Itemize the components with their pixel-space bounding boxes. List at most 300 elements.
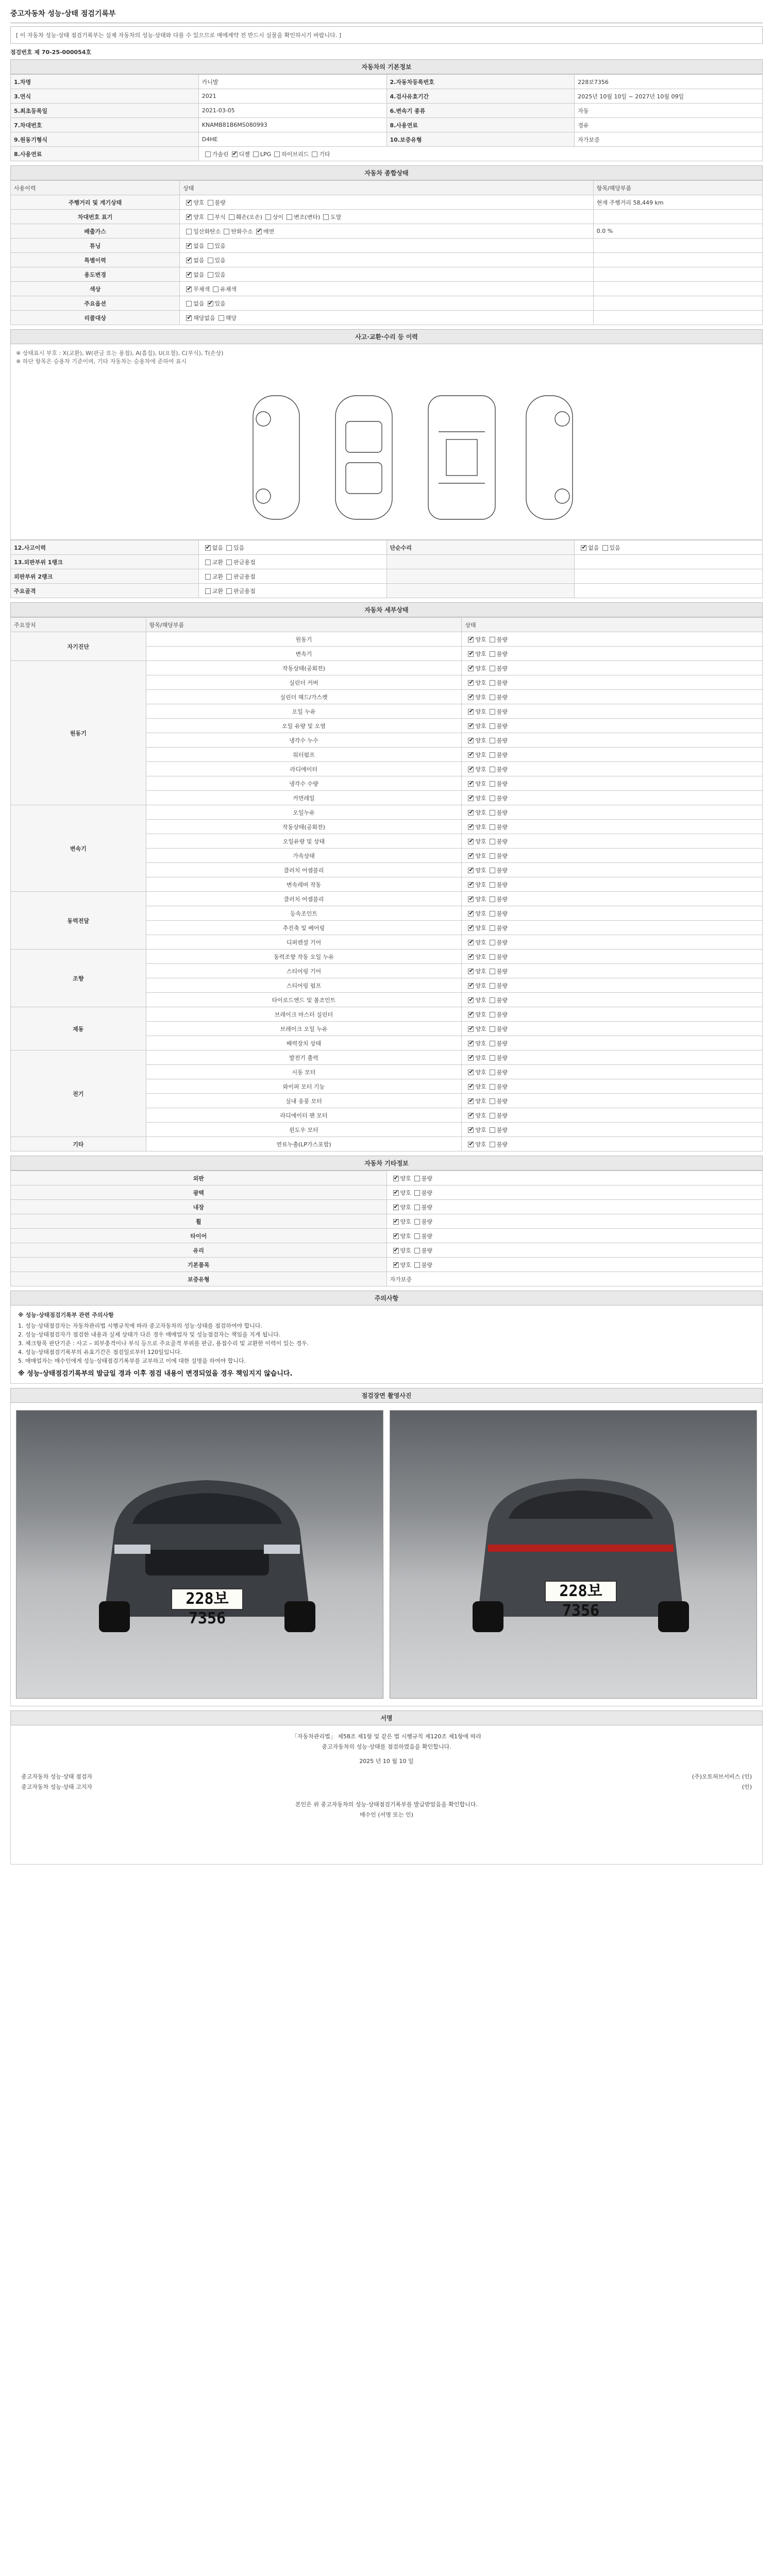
status-bad[interactable] xyxy=(486,853,508,859)
checkbox[interactable] xyxy=(468,1084,474,1090)
status-ok[interactable] xyxy=(465,1141,486,1148)
detail-category: 제동 xyxy=(11,1007,146,1050)
general-option[interactable] xyxy=(215,315,237,321)
checkbox[interactable] xyxy=(490,1026,495,1032)
checkbox[interactable] xyxy=(186,243,192,249)
status-bad[interactable] xyxy=(486,636,508,643)
checkbox[interactable] xyxy=(414,1190,420,1196)
fuel-option[interactable] xyxy=(309,151,330,158)
checkbox[interactable] xyxy=(414,1219,420,1225)
checkbox-label: 불량 xyxy=(496,751,508,758)
checkbox[interactable] xyxy=(393,1190,399,1196)
checkbox[interactable] xyxy=(219,315,224,321)
checkbox[interactable] xyxy=(393,1233,399,1239)
checkbox-label: 양호 xyxy=(475,679,486,686)
checkbox[interactable] xyxy=(468,1055,474,1061)
checkbox[interactable] xyxy=(414,1262,420,1268)
checkbox[interactable] xyxy=(229,214,234,220)
checkbox[interactable] xyxy=(490,810,495,816)
status-bad[interactable] xyxy=(486,752,508,758)
status-bad[interactable] xyxy=(486,910,508,917)
checkbox[interactable] xyxy=(490,853,495,859)
checkbox[interactable] xyxy=(490,896,495,902)
checkbox[interactable] xyxy=(186,272,192,278)
status-ok[interactable] xyxy=(465,867,486,874)
checkbox[interactable] xyxy=(186,214,192,220)
accident-option[interactable] xyxy=(223,559,256,566)
general-option[interactable] xyxy=(183,257,204,264)
detail-status xyxy=(462,632,763,647)
status-bad[interactable] xyxy=(486,766,508,773)
checkbox[interactable] xyxy=(490,882,495,888)
checkbox[interactable] xyxy=(468,954,474,960)
checkbox[interactable] xyxy=(208,272,213,278)
checkbox[interactable] xyxy=(490,781,495,787)
checkbox[interactable] xyxy=(490,1012,495,1018)
status-ok[interactable] xyxy=(465,665,486,672)
status-ok[interactable] xyxy=(465,651,486,657)
checkbox[interactable] xyxy=(256,229,262,234)
checkbox[interactable] xyxy=(490,940,495,945)
general-head-cell: 항목/해당부품 xyxy=(593,181,762,195)
status-bad[interactable] xyxy=(486,1083,508,1090)
detail-category: 변속기 xyxy=(11,805,146,892)
warranty-label: 보증유형 xyxy=(11,1272,387,1286)
checkbox[interactable] xyxy=(490,983,495,989)
checkbox[interactable] xyxy=(287,214,292,220)
checkbox-label: 양호 xyxy=(475,996,486,1004)
checkbox-label: 있음 xyxy=(233,544,245,551)
status-ok[interactable] xyxy=(390,1190,411,1196)
status-ok[interactable] xyxy=(465,853,486,859)
fuel-option[interactable] xyxy=(229,151,250,158)
checkbox[interactable] xyxy=(490,723,495,729)
status-bad[interactable] xyxy=(486,882,508,888)
checkbox[interactable] xyxy=(490,911,495,917)
checkbox[interactable] xyxy=(468,767,474,772)
status-ok[interactable] xyxy=(465,1098,486,1105)
checkbox[interactable] xyxy=(208,200,213,206)
checkbox[interactable] xyxy=(468,723,474,729)
checkbox[interactable] xyxy=(468,1012,474,1018)
checkbox[interactable] xyxy=(265,214,271,220)
checkbox[interactable] xyxy=(490,1084,495,1090)
status-bad[interactable] xyxy=(411,1175,432,1182)
status-ok[interactable] xyxy=(390,1204,411,1211)
checkbox-label: 불량 xyxy=(496,939,508,946)
status-bad[interactable] xyxy=(486,867,508,874)
status-bad[interactable] xyxy=(486,925,508,931)
checkbox[interactable] xyxy=(393,1219,399,1225)
general-option[interactable] xyxy=(226,214,262,221)
checkbox[interactable] xyxy=(490,1070,495,1075)
checkbox[interactable] xyxy=(468,1070,474,1075)
status-ok[interactable] xyxy=(465,1026,486,1032)
basic-row xyxy=(11,75,763,89)
checkbox[interactable] xyxy=(253,151,259,157)
checkbox[interactable] xyxy=(468,680,474,686)
status-ok[interactable] xyxy=(465,1055,486,1061)
checkbox[interactable] xyxy=(414,1205,420,1210)
checkbox[interactable] xyxy=(414,1176,420,1181)
status-ok[interactable] xyxy=(465,766,486,773)
status-ok[interactable] xyxy=(465,910,486,917)
accident-key-2 xyxy=(386,555,575,569)
caution-lines xyxy=(18,1321,755,1365)
status-ok[interactable] xyxy=(465,1011,486,1018)
basic-value: 경유 xyxy=(575,118,763,132)
status-bad[interactable] xyxy=(486,1069,508,1076)
status-bad[interactable] xyxy=(411,1233,432,1240)
checkbox[interactable] xyxy=(468,969,474,974)
accident-option[interactable] xyxy=(578,545,599,551)
checkbox[interactable] xyxy=(205,588,211,594)
checkbox[interactable] xyxy=(468,781,474,787)
checkbox[interactable] xyxy=(468,940,474,945)
checkbox[interactable] xyxy=(186,229,192,234)
checkbox-label: 없음 xyxy=(193,300,205,307)
status-bad[interactable] xyxy=(486,968,508,975)
general-option[interactable] xyxy=(205,300,226,307)
other-row xyxy=(11,1214,763,1229)
checkbox[interactable] xyxy=(468,824,474,830)
fuel-option[interactable] xyxy=(202,151,229,158)
general-option[interactable] xyxy=(183,286,210,293)
checkbox[interactable] xyxy=(602,545,608,551)
checkbox[interactable] xyxy=(186,315,192,321)
general-note xyxy=(593,267,762,282)
checkbox[interactable] xyxy=(490,767,495,772)
checkbox[interactable] xyxy=(468,925,474,931)
status-bad[interactable] xyxy=(486,1141,508,1148)
checkbox[interactable] xyxy=(232,151,238,157)
general-option[interactable] xyxy=(205,243,226,249)
checkbox[interactable] xyxy=(205,545,211,551)
checkbox[interactable] xyxy=(224,229,229,234)
checkbox-label: 불량 xyxy=(496,823,508,831)
checkbox[interactable] xyxy=(312,151,317,157)
checkbox-label: 탄화수소 xyxy=(231,228,253,235)
status-ok[interactable] xyxy=(465,737,486,744)
status-bad[interactable] xyxy=(486,838,508,845)
status-ok[interactable] xyxy=(465,838,486,845)
status-bad[interactable] xyxy=(411,1262,432,1268)
status-bad[interactable] xyxy=(486,809,508,816)
detail-status xyxy=(462,950,763,964)
status-ok[interactable] xyxy=(465,896,486,903)
general-row xyxy=(11,311,763,325)
status-ok[interactable] xyxy=(465,982,486,989)
checkbox-label: 양호 xyxy=(475,766,486,773)
status-ok[interactable] xyxy=(465,925,486,931)
status-bad[interactable] xyxy=(486,824,508,831)
status-bad[interactable] xyxy=(486,708,508,715)
caution-line: 1. 성능·상태점검자는 자동차관리법 시행규칙에 따라 중고자동차의 성능·상태를 점검하여야 합니다. xyxy=(18,1323,262,1329)
accident-option[interactable] xyxy=(202,559,223,566)
checkbox[interactable] xyxy=(468,911,474,917)
checkbox[interactable] xyxy=(205,151,211,157)
status-bad[interactable] xyxy=(411,1247,432,1254)
checkbox[interactable] xyxy=(226,574,232,580)
checkbox[interactable] xyxy=(186,301,192,307)
status-bad[interactable] xyxy=(411,1218,432,1225)
checkbox[interactable] xyxy=(205,574,211,580)
detail-status xyxy=(462,1022,763,1036)
checkbox[interactable] xyxy=(468,1026,474,1032)
checkbox[interactable] xyxy=(490,1142,495,1147)
general-option[interactable] xyxy=(183,300,204,307)
status-bad[interactable] xyxy=(486,723,508,730)
checkbox[interactable] xyxy=(274,151,280,157)
checkbox[interactable] xyxy=(208,214,213,220)
checkbox[interactable] xyxy=(468,1127,474,1133)
checkbox[interactable] xyxy=(468,738,474,743)
detail-status xyxy=(462,1108,763,1123)
checkbox[interactable] xyxy=(468,983,474,989)
checkbox[interactable] xyxy=(186,258,192,263)
checkbox[interactable] xyxy=(490,1127,495,1133)
sign-text-2: 중고자동차의 성능·상태를 점검하였음을 확인합니다. xyxy=(322,1743,451,1750)
checkbox[interactable] xyxy=(468,853,474,859)
status-bad[interactable] xyxy=(486,939,508,946)
general-option[interactable] xyxy=(205,199,226,206)
status-bad[interactable] xyxy=(411,1204,432,1211)
checkbox[interactable] xyxy=(468,839,474,844)
status-ok[interactable] xyxy=(465,1083,486,1090)
checkbox[interactable] xyxy=(468,810,474,816)
checkbox[interactable] xyxy=(490,694,495,700)
accident-option[interactable] xyxy=(202,573,223,580)
detail-item: 클러치 어셈블리 xyxy=(146,863,462,877)
status-ok[interactable] xyxy=(465,795,486,802)
detail-status xyxy=(462,834,763,849)
checkbox[interactable] xyxy=(414,1248,420,1253)
status-ok[interactable] xyxy=(465,636,486,643)
status-bad[interactable] xyxy=(486,651,508,657)
status-ok[interactable] xyxy=(465,680,486,686)
detail-item: 추진축 및 베어링 xyxy=(146,921,462,935)
checkbox[interactable] xyxy=(468,1142,474,1147)
checkbox-label: 불량 xyxy=(496,722,508,730)
checkbox[interactable] xyxy=(490,1098,495,1104)
checkbox[interactable] xyxy=(186,286,192,292)
checkbox[interactable] xyxy=(468,666,474,671)
status-ok[interactable] xyxy=(465,809,486,816)
general-option[interactable] xyxy=(205,214,226,221)
status-bad[interactable] xyxy=(486,1055,508,1061)
status-ok[interactable] xyxy=(465,1112,486,1119)
status-bad[interactable] xyxy=(486,982,508,989)
general-option[interactable] xyxy=(205,257,226,264)
checkbox[interactable] xyxy=(490,997,495,1003)
detail-head-cell: 항목/해당부품 xyxy=(146,618,462,632)
accident-option[interactable] xyxy=(223,588,256,595)
status-bad[interactable] xyxy=(486,1040,508,1047)
checkbox[interactable] xyxy=(490,651,495,657)
checkbox[interactable] xyxy=(393,1262,399,1268)
checkbox[interactable] xyxy=(490,954,495,960)
checkbox-label: 양호 xyxy=(475,924,486,931)
checkbox[interactable] xyxy=(468,752,474,758)
general-option[interactable] xyxy=(183,315,215,321)
checkbox-label: 있음 xyxy=(214,300,226,307)
general-option[interactable] xyxy=(183,214,204,221)
status-bad[interactable] xyxy=(486,1112,508,1119)
checkbox[interactable] xyxy=(468,694,474,700)
checkbox[interactable] xyxy=(208,258,213,263)
general-option[interactable] xyxy=(183,199,204,206)
checkbox[interactable] xyxy=(490,637,495,642)
fuel-option[interactable] xyxy=(271,151,309,158)
status-ok[interactable] xyxy=(465,997,486,1004)
checkbox[interactable] xyxy=(490,969,495,974)
status-ok[interactable] xyxy=(465,882,486,888)
general-option[interactable] xyxy=(320,214,341,221)
status-bad[interactable] xyxy=(486,1098,508,1105)
checkbox-label: 양호 xyxy=(475,838,486,845)
checkbox[interactable] xyxy=(490,839,495,844)
checkbox[interactable] xyxy=(323,214,329,220)
checkbox[interactable] xyxy=(468,1098,474,1104)
checkbox-label: 양호 xyxy=(475,1011,486,1018)
caution-line: 5. 매매업자는 매수인에게 성능·상태점검기록부를 교부하고 이에 대한 설명을 하여야 합니다. xyxy=(18,1358,246,1364)
checkbox[interactable] xyxy=(490,868,495,873)
status-bad[interactable] xyxy=(486,1127,508,1133)
status-ok[interactable] xyxy=(390,1218,411,1225)
status-bad[interactable] xyxy=(486,954,508,960)
checkbox[interactable] xyxy=(468,868,474,873)
checkbox[interactable] xyxy=(208,243,213,249)
status-bad[interactable] xyxy=(411,1190,432,1196)
checkbox[interactable] xyxy=(490,824,495,830)
status-ok[interactable] xyxy=(465,708,486,715)
status-bad[interactable] xyxy=(486,680,508,686)
checkbox[interactable] xyxy=(393,1248,399,1253)
status-bad[interactable] xyxy=(486,781,508,787)
detail-item: 오일누유 xyxy=(146,805,462,820)
general-option[interactable] xyxy=(221,228,253,235)
general-option[interactable] xyxy=(283,214,320,221)
general-option[interactable] xyxy=(205,272,226,278)
accident-option[interactable] xyxy=(202,588,223,595)
accident-options xyxy=(198,569,386,584)
status-bad[interactable] xyxy=(486,795,508,802)
status-bad[interactable] xyxy=(486,896,508,903)
status-ok[interactable] xyxy=(390,1175,411,1182)
detail-item: 냉각수 누수 xyxy=(146,733,462,748)
accident-option[interactable] xyxy=(202,545,223,551)
status-ok[interactable] xyxy=(465,968,486,975)
status-ok[interactable] xyxy=(465,1127,486,1133)
status-ok[interactable] xyxy=(465,781,486,787)
checkbox-label: 양호 xyxy=(475,1069,486,1076)
checkbox[interactable] xyxy=(468,651,474,657)
accident-option[interactable] xyxy=(599,545,620,551)
status-ok[interactable] xyxy=(465,694,486,701)
checkbox-label: 교환 xyxy=(212,587,224,595)
checkbox[interactable] xyxy=(468,1113,474,1118)
status-bad[interactable] xyxy=(486,1026,508,1032)
status-ok[interactable] xyxy=(390,1247,411,1254)
checkbox[interactable] xyxy=(186,200,192,206)
accident-option[interactable] xyxy=(223,545,244,551)
status-ok[interactable] xyxy=(465,723,486,730)
status-ok[interactable] xyxy=(465,1069,486,1076)
status-bad[interactable] xyxy=(486,737,508,744)
accident-key: 12.사고이력 xyxy=(11,540,199,555)
fuel-option[interactable] xyxy=(250,151,271,158)
checkbox[interactable] xyxy=(468,795,474,801)
general-option[interactable] xyxy=(183,228,221,235)
front-photo xyxy=(16,1410,383,1699)
checkbox[interactable] xyxy=(208,301,213,307)
checkbox[interactable] xyxy=(490,1041,495,1046)
status-ok[interactable] xyxy=(465,824,486,831)
checkbox[interactable] xyxy=(490,738,495,743)
general-option[interactable] xyxy=(183,272,204,278)
general-option[interactable] xyxy=(253,228,274,235)
status-bad[interactable] xyxy=(486,997,508,1004)
checkbox[interactable] xyxy=(468,1041,474,1046)
checkbox[interactable] xyxy=(490,1113,495,1118)
status-ok[interactable] xyxy=(465,939,486,946)
checkbox[interactable] xyxy=(490,1055,495,1061)
checkbox[interactable] xyxy=(226,588,232,594)
general-option[interactable] xyxy=(262,214,283,221)
status-ok[interactable] xyxy=(465,1040,486,1047)
status-ok[interactable] xyxy=(465,752,486,758)
status-bad[interactable] xyxy=(486,665,508,672)
checkbox[interactable] xyxy=(205,560,211,565)
checkbox[interactable] xyxy=(490,709,495,715)
checkbox[interactable] xyxy=(213,286,219,292)
status-ok[interactable] xyxy=(390,1233,411,1240)
checkbox[interactable] xyxy=(468,709,474,715)
checkbox[interactable] xyxy=(581,545,586,551)
checkbox-label: 있음 xyxy=(214,242,226,249)
checkbox[interactable] xyxy=(490,666,495,671)
checkbox[interactable] xyxy=(468,637,474,642)
basic-value: 2025년 10월 10일 ~ 2027년 10월 09일 xyxy=(575,89,763,104)
checkbox[interactable] xyxy=(393,1176,399,1181)
seller-sign: (인) xyxy=(742,1784,752,1790)
status-bad[interactable] xyxy=(486,694,508,701)
checkbox[interactable] xyxy=(490,795,495,801)
car-frame-view xyxy=(428,396,495,519)
section-basic-info: 자동차의 기본정보 xyxy=(10,59,763,74)
basic-value: 2021-03-05 xyxy=(198,104,386,118)
checkbox[interactable] xyxy=(468,882,474,888)
checkbox-label: 양호 xyxy=(475,665,486,672)
status-ok[interactable] xyxy=(465,954,486,960)
checkbox[interactable] xyxy=(468,896,474,902)
checkbox[interactable] xyxy=(490,752,495,758)
checkbox-label: 불량 xyxy=(421,1261,433,1268)
accident-option[interactable] xyxy=(223,573,256,580)
checkbox[interactable] xyxy=(490,925,495,931)
general-option[interactable] xyxy=(210,286,237,293)
checkbox[interactable] xyxy=(226,560,232,565)
checkbox-label: 불량 xyxy=(421,1189,433,1196)
status-bad[interactable] xyxy=(486,1011,508,1018)
checkbox[interactable] xyxy=(414,1233,420,1239)
checkbox[interactable] xyxy=(468,997,474,1003)
checkbox[interactable] xyxy=(393,1205,399,1210)
checkbox[interactable] xyxy=(490,680,495,686)
status-ok[interactable] xyxy=(390,1262,411,1268)
checkbox[interactable] xyxy=(226,545,232,551)
general-option[interactable] xyxy=(183,243,204,249)
